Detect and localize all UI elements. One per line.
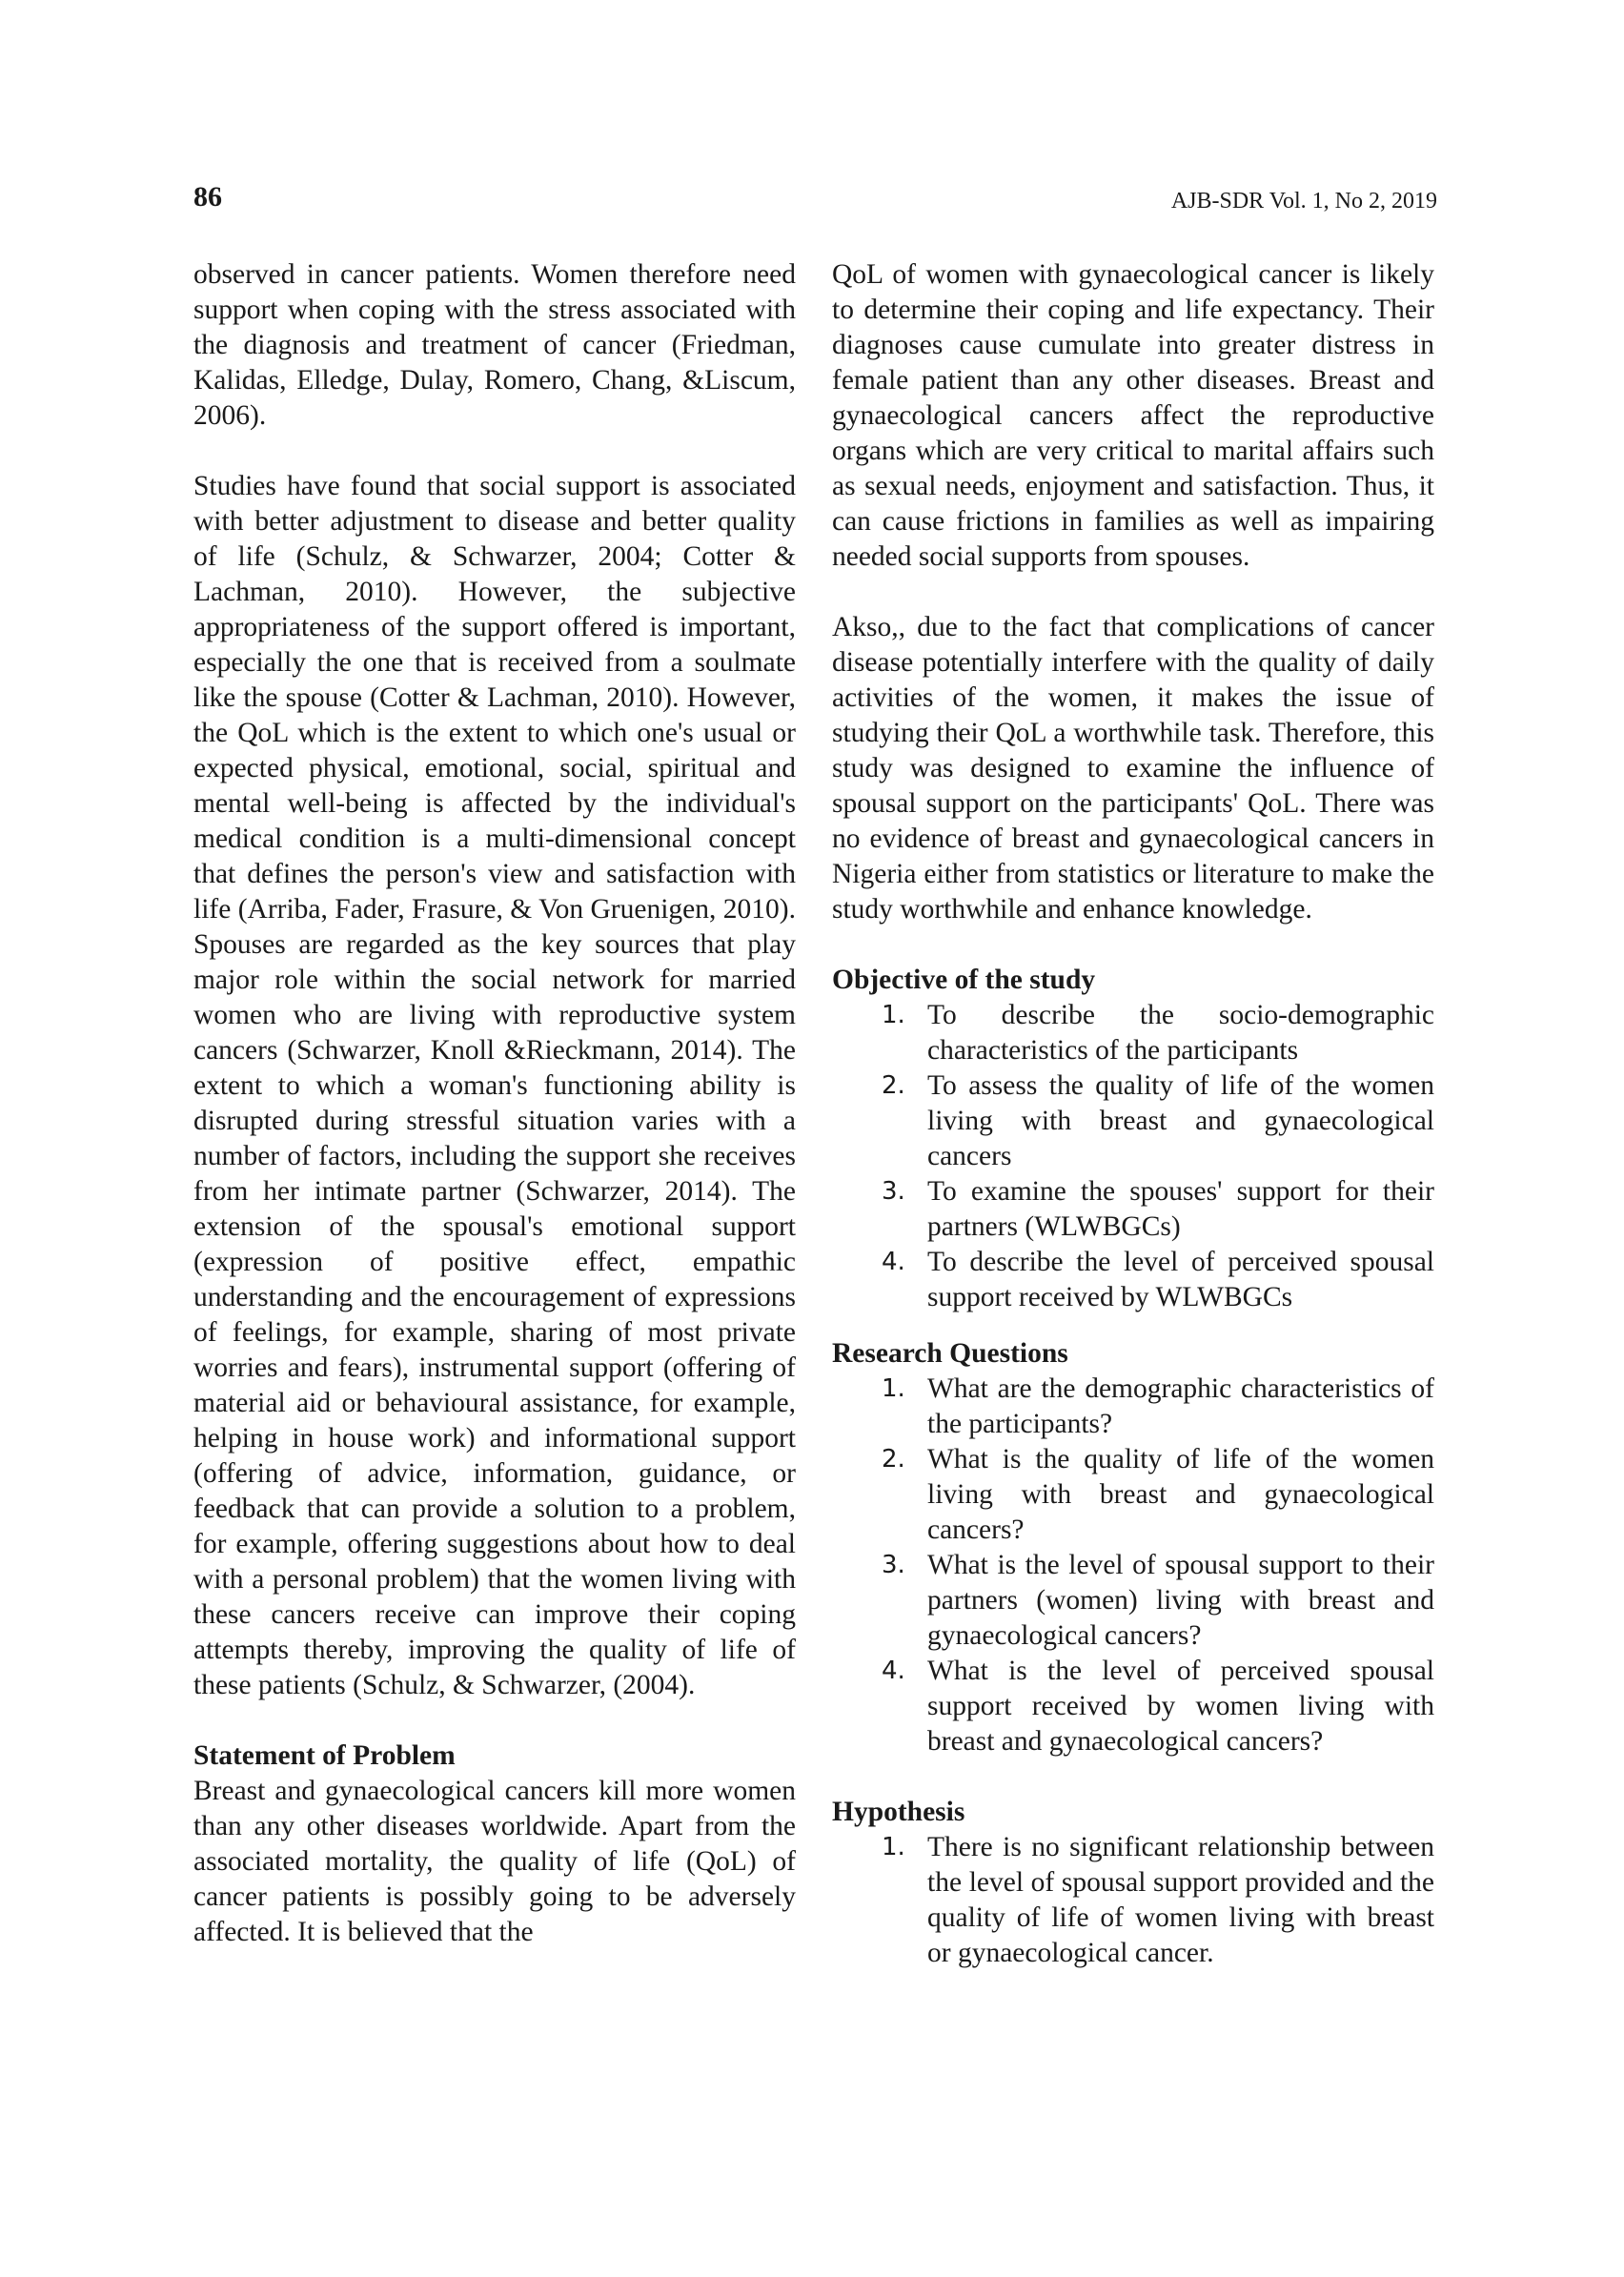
right-column — [832, 257, 1434, 1971]
journal-running-head: AJB-SDR Vol. 1, No 2, 2019 — [1170, 189, 1437, 213]
list-item-text: To examine the spouses' support for their partners (WLWBGCs) — [927, 1176, 1434, 1242]
list-item-text: What is the level of spousal support to their partners (women) living with breast and gynaecological cancers? — [927, 1550, 1434, 1651]
list-item-text: There is no significant relationship between the level of spousal support provided and the quality of life of women living with breast or gynaecological cancer. — [927, 1832, 1434, 1968]
body-paragraph: Akso,, due to the fact that complications of cancer disease potentially interfere with the quality of daily activities of the women, it makes the issue of studying their QoL a worthwhile task. Therefore, this study was designed to examine the influence of spousal support on the participants' QoL. There was no evidence of breast and gynaecological cancers in Nigeria either from statistics or literature to make the study worthwhile and enhance knowledge. — [832, 612, 1434, 925]
left-column — [193, 257, 796, 1950]
list-item — [832, 1174, 1434, 1245]
section-heading-research-questions: Research Questions — [832, 1338, 1068, 1369]
list-item-text: To describe the socio-demographic characteristics of the participants — [927, 1000, 1434, 1066]
list-number: 1. — [882, 1001, 905, 1029]
list-item — [832, 1372, 1434, 1442]
list-item-text: To describe the level of perceived spousal support received by WLWBGCs — [927, 1247, 1434, 1312]
list-item-text: What are the demographic characteristics of the participants? — [927, 1373, 1434, 1439]
list-item — [832, 1245, 1434, 1315]
research-questions-list — [832, 1372, 1434, 1759]
objectives-list — [832, 998, 1434, 1315]
body-paragraph: Breast and gynaecological cancers kill more women than any other diseases worldwide. Apart from the associated mortality, the quality of life (QoL) of cancer patients is possibly going to be adversely affected. It is believed that the — [193, 1776, 796, 1947]
section-heading-statement-of-problem: Statement of Problem — [193, 1740, 456, 1771]
list-number: 3. — [882, 1551, 905, 1579]
hypothesis-list — [832, 1830, 1434, 1971]
list-number: 4. — [882, 1248, 905, 1276]
spacer — [832, 1759, 1434, 1795]
list-item-text: What is the level of perceived spousal support received by women living with breast and gynaecological cancers? — [927, 1656, 1434, 1757]
list-item-text: To assess the quality of life of the women living with breast and gynaecological cancers — [927, 1070, 1434, 1171]
list-number: 4. — [882, 1657, 905, 1685]
body-paragraph: observed in cancer patients. Women therefore need support when coping with the stress associated with the diagnosis and treatment of cancer (Friedman, Kalidas, Elledge, Dulay, Romero, Chang, &Liscum, 2006). — [193, 259, 796, 431]
list-item — [832, 998, 1434, 1068]
list-number: 1. — [882, 1374, 905, 1403]
body-paragraph: Studies have found that social support is associated with better adjustment to disease and better quality of life (Schulz, & Schwarzer, 2004; Cotter & Lachman, 2010). However, the subjective appropriateness of the support offered is important, especially the one that is received from a soulmate like the spouse (Cotter & Lachman, 2010). However, the QoL which is the extent to which one's usual or expected physical, emotional, social, spiritual and mental well-being is affected by the individual's medical condition is a multi-dimensional concept that defines the person's view and satisfaction with life (Arriba, Fader, Frasure, & Von Gruenigen, 2010). Spouses are regarded as the key sources that play major role within the social network for married women who are living with reproductive system cancers (Schwarzer, Knoll &Rieckmann, 2014). The extent to which a woman's functioning ability is disrupted during stressful situation varies with a number of factors, including the support she receives from her intimate partner (Schwarzer, 2014). The extension of the spousal's emotional support (expression of positive effect, empathic understanding and the encouragement of expressions of feelings, for example, sharing of most private worries and fears), instrumental support (offering of material aid or behavioural assistance, for example, helping in house work) and informational support (offering of advice, information, guidance, or feedback that can provide a solution to a problem, for example, offering suggestions about how to deal with a personal problem) that the women living with these cancers receive can improve their coping attempts thereby, improving the quality of life of these patients (Schulz, & Schwarzer, (2004). — [193, 471, 796, 1700]
list-item — [832, 1068, 1434, 1174]
spacer — [832, 927, 1434, 963]
body-paragraph: QoL of women with gynaecological cancer is likely to determine their coping and life expectancy. Their diagnoses cause cumulate into greater distress in female patient than any other diseases. Breast and gynaecological cancers affect the reproductive organs which are very critical to marital affairs such as sexual needs, enjoyment and satisfaction. Thus, it can cause frictions in families as well as impairing needed social supports from spouses. — [832, 259, 1434, 572]
list-item — [832, 1442, 1434, 1548]
list-number: 1. — [882, 1833, 905, 1861]
section-heading-objectives: Objective of the study — [832, 965, 1096, 995]
list-item — [832, 1830, 1434, 1971]
list-item-text: What is the quality of life of the women living with breast and gynaecological cancers? — [927, 1444, 1434, 1545]
list-number: 2. — [882, 1445, 905, 1474]
list-item — [832, 1654, 1434, 1759]
section-heading-hypothesis: Hypothesis — [832, 1797, 965, 1827]
spacer — [193, 1703, 796, 1738]
list-number: 2. — [882, 1071, 905, 1100]
list-number: 3. — [882, 1177, 905, 1206]
spacer — [832, 1315, 1434, 1336]
list-item — [832, 1548, 1434, 1654]
page-number: 86 — [193, 181, 222, 213]
